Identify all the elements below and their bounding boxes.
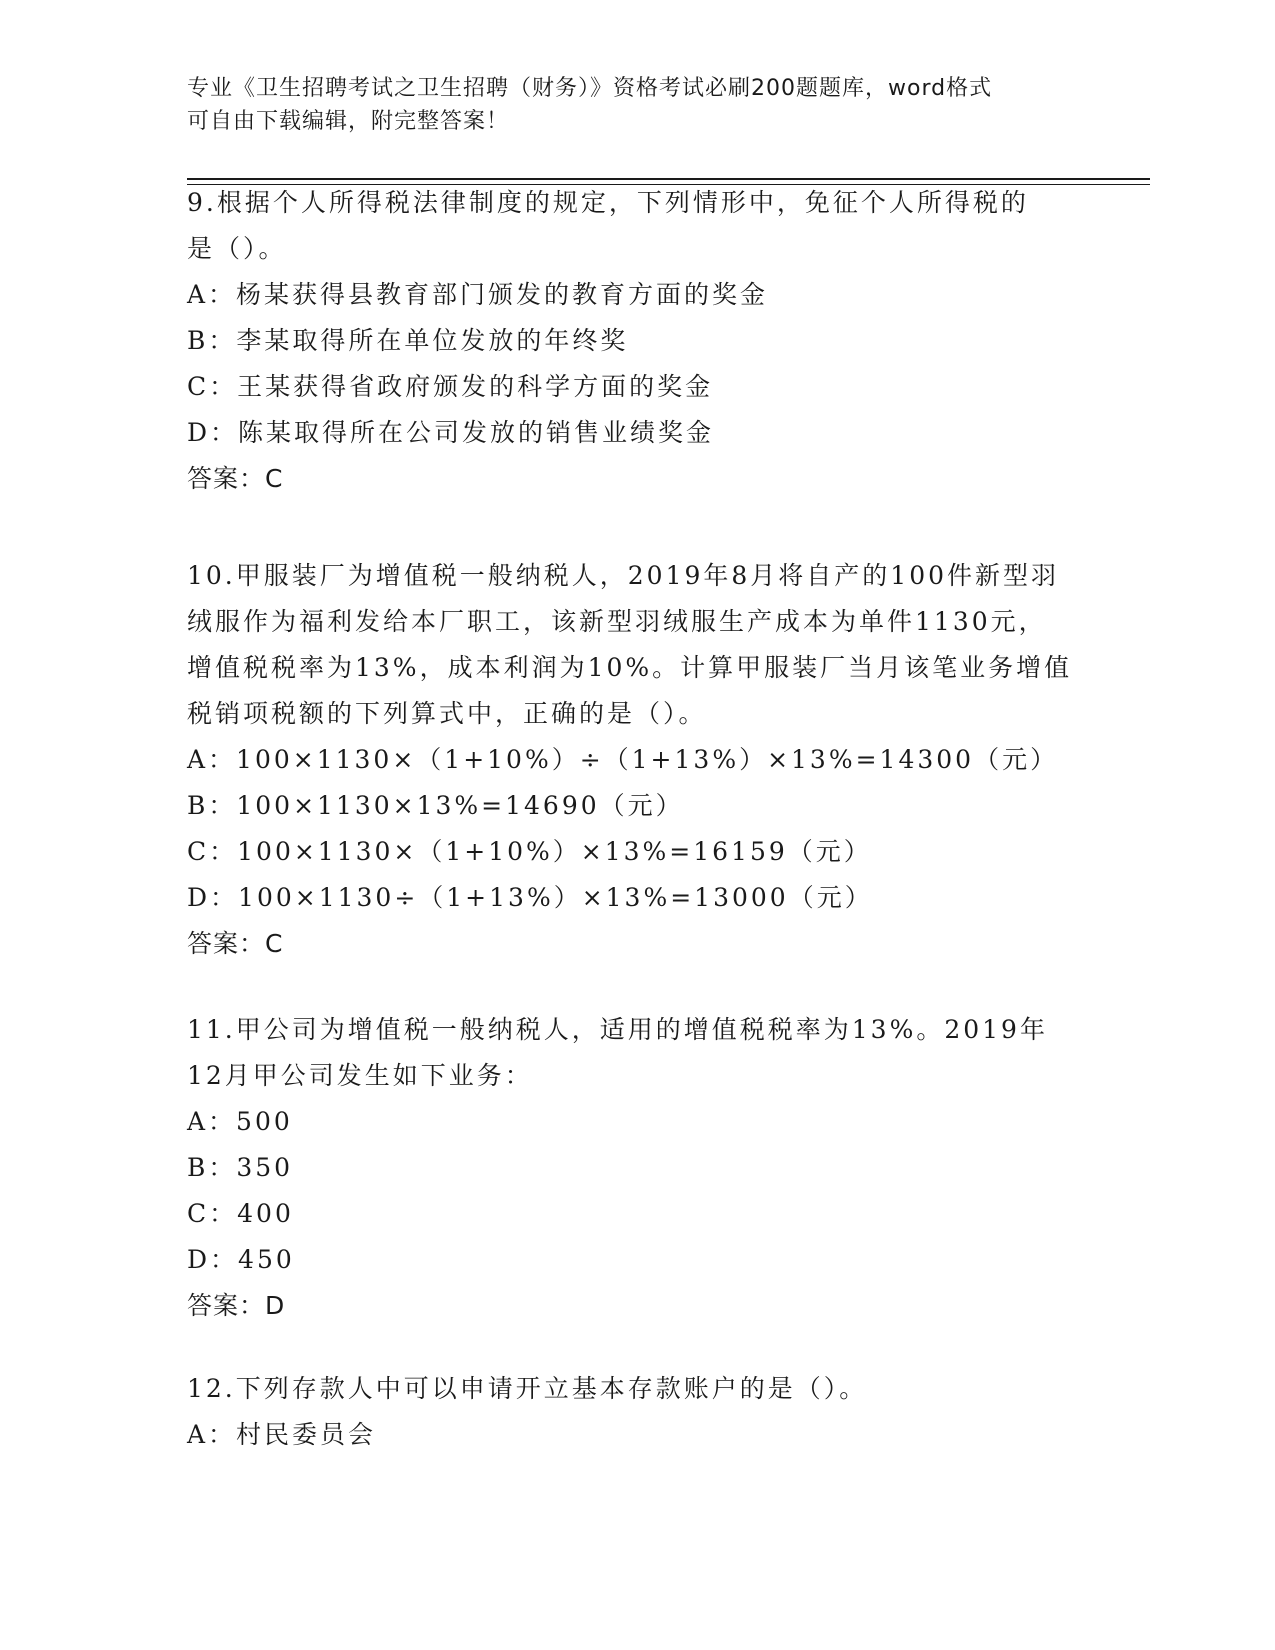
question-stem: 增值税税率为13%，成本利润为10%。计算甲服装厂当月该笔业务增值 xyxy=(187,653,1073,682)
answer: 答案：C xyxy=(187,929,284,958)
question-stem: 10.甲服装厂为增值税一般纳税人，2019年8月将自产的100件新型羽 xyxy=(187,561,1060,590)
option-c: C：400 xyxy=(187,1199,294,1228)
question-stem: 11.甲公司为增值税一般纳税人，适用的增值税税率为13%。2019年 xyxy=(187,1015,1048,1044)
option-a: A：500 xyxy=(187,1107,293,1136)
question-stem: 税销项税额的下列算式中，正确的是（）。 xyxy=(187,699,707,728)
option-d: D：100×1130÷（1+13%）×13%=13000（元） xyxy=(187,883,873,912)
answer: 答案：C xyxy=(187,464,284,493)
question-9 xyxy=(187,180,1087,502)
header-line-1: 专业《卫生招聘考试之卫生招聘（财务）》资格考试必刷200题题库，word格式 xyxy=(187,76,993,101)
question-stem: 12月甲公司发生如下业务： xyxy=(187,1061,533,1090)
option-a: A：杨某获得县教育部门颁发的教育方面的奖金 xyxy=(187,280,769,309)
option-b: B：100×1130×13%=14690（元） xyxy=(187,791,684,820)
header-line-2: 可自由下载编辑，附完整答案！ xyxy=(187,109,510,134)
question-stem: 9.根据个人所得税法律制度的规定，下列情形中，免征个人所得税的 xyxy=(187,188,1029,217)
document-header xyxy=(187,72,1087,138)
option-b: B：350 xyxy=(187,1153,294,1182)
option-d: D：450 xyxy=(187,1245,295,1274)
option-d: D：陈某取得所在公司发放的销售业绩奖金 xyxy=(187,418,715,447)
question-stem: 12.下列存款人中可以申请开立基本存款账户的是（）。 xyxy=(187,1374,868,1403)
question-stem: 是（）。 xyxy=(187,234,287,263)
question-11 xyxy=(187,1007,1087,1329)
option-b: B：李某取得所在单位发放的年终奖 xyxy=(187,326,629,355)
option-a: A：村民委员会 xyxy=(187,1420,377,1449)
question-stem: 绒服作为福利发给本厂职工，该新型羽绒服生产成本为单件1130元， xyxy=(187,607,1047,636)
option-c: C：100×1130×（1+10%）×13%=16159（元） xyxy=(187,837,872,866)
question-12 xyxy=(187,1366,1087,1458)
question-10 xyxy=(187,553,1087,967)
option-a: A：100×1130×（1+10%）÷（1+13%）×13%=14300（元） xyxy=(187,745,1059,774)
option-c: C：王某获得省政府颁发的科学方面的奖金 xyxy=(187,372,714,401)
answer: 答案：D xyxy=(187,1291,286,1320)
